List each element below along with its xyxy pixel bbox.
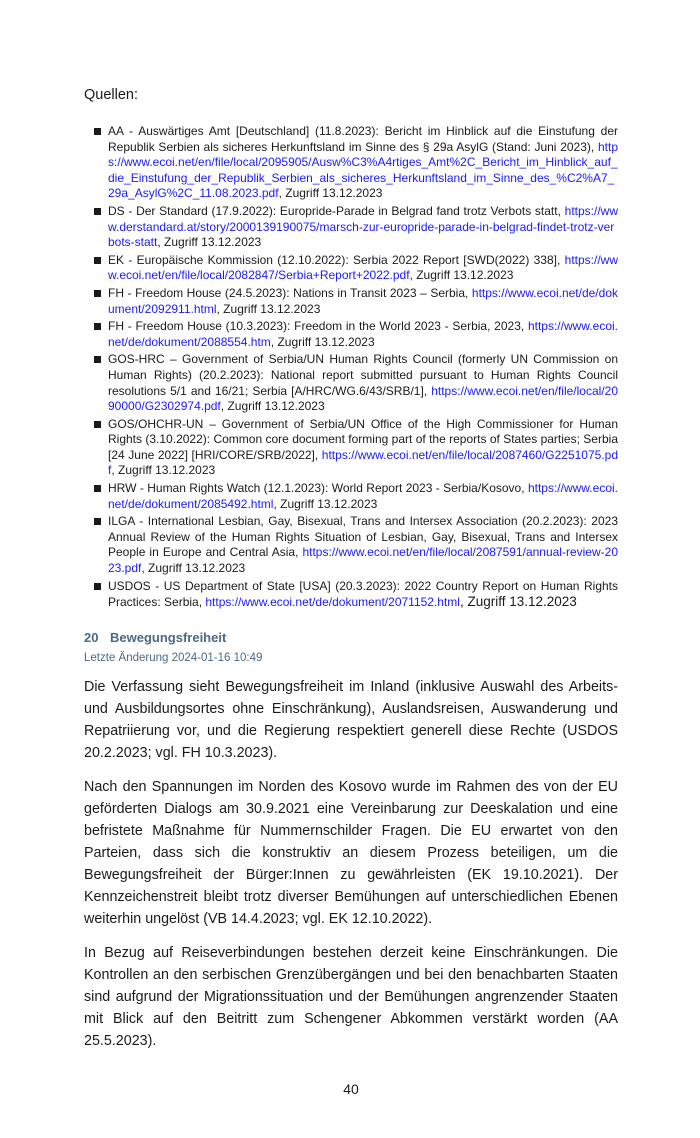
- sources-label: Quellen:: [84, 87, 139, 103]
- reference-item: DS - Der Standard (17.9.2022): Europride-Parade in Belgrad fand trotz Verbots statt, https://www.derstandard.at/story/2000139190075/marsch-zur-europride-parade-in-belgrad-findet-trotz-verbots-statt, Zugriff 13.12.2023: [92, 204, 618, 251]
- reference-item: USDOS - US Department of State [USA] (20.3.2023): 2022 Country Report on Human Rights Practices: Serbia, https://www.ecoi.net/de/dokument/2071152.html, Zugriff 13.12.2023: [92, 579, 618, 611]
- bullet-icon: [94, 421, 101, 428]
- reference-item: GOS/OHCHR-UN – Government of Serbia/UN Office of the High Commissioner for Human Rights (3.10.2022): Common core document forming part of the reports of States parties; Serbia [24 June 2022] [HRI/CORE/SRB/2022], https://www.ecoi.net/en/file/local/2087460/G2251075.pdf, Zugriff 13.12.2023: [92, 417, 618, 479]
- reference-link[interactable]: https://www.ecoi.net/de/dokument/2071152.html: [205, 595, 460, 610]
- reference-item: FH - Freedom House (10.3.2023): Freedom in the World 2023 - Serbia, 2023, https://www.ecoi.net/de/dokument/2088554.htm, Zugriff 13.12.2023: [92, 319, 618, 350]
- reference-item: ILGA - International Lesbian, Gay, Bisexual, Trans and Intersex Association (20.2.2023): 2023 Annual Review of the Human Rights Situation of Lesbian, Gay, Bisexual, Trans and Intersex People in Europe and Central Asia, https://www.ecoi.net/en/file/local/2087591/annual-review-2023.pdf, Zugriff 13.12.2023: [92, 514, 618, 576]
- reference-link[interactable]: https://www.ecoi.net/en/file/local/2082847/Serbia+Report+2022.pdf: [108, 252, 618, 283]
- section-body: [84, 676, 618, 1052]
- bullet-icon: [94, 583, 101, 590]
- paragraph: In Bezug auf Reiseverbindungen bestehen derzeit keine Einschränkungen. Die Kontrollen an den serbischen Grenzübergängen und bei den benachbarten Staaten sind aufgrund der Migrationssituation und der Bemühungen angrenzender Staaten mit Blick auf den Beitritt zum Schengener Abkommen verstärkt worden (AA 25.5.2023).: [84, 944, 618, 1049]
- page-number: 40: [343, 1080, 359, 1097]
- bullet-icon: [94, 128, 101, 135]
- paragraph: Die Verfassung sieht Bewegungsfreiheit im Inland (inklusive Auswahl des Arbeits- und Ausbildungsortes ohne Einschränkung), Auslandsreisen, Auswanderung und Repatriierung vor, und die Regierung respektiert generell diese Rechte (USDOS 20.2.2023; vgl. FH 10.3.2023).: [84, 678, 618, 761]
- reference-link[interactable]: https://www.ecoi.net/en/file/local/2087460/G2251075.pdf: [108, 447, 618, 478]
- last-changed: Letzte Änderung 2024-01-16 10:49: [84, 651, 263, 664]
- reference-list: [92, 124, 618, 611]
- reference-link[interactable]: https://www.ecoi.net/en/file/local/2087591/annual-review-2023.pdf: [108, 545, 618, 576]
- section-number: 20: [84, 629, 99, 645]
- reference-item: AA - Auswärtiges Amt [Deutschland] (11.8.2023): Bericht im Hinblick auf die Einstufung der Republik Serbien als sicheres Herkunftsland im Sinne des § 29a AsylG (Stand: Juni 2023), https://www.ecoi.net/en/file/local/2095905/Ausw%C3%A4rtiges_Amt%2C_Bericht_im_Hinblick_auf_die_Einstufung_der_Republik_Serbien_als_sicheres_Herkunftsland_im_Sinne_des_%C2%A7_29a_AsylG%2C_11.08.2023.pdf, Zugriff 13.12.2023: [92, 124, 618, 202]
- reference-link[interactable]: https://www.derstandard.at/story/2000139190075/marsch-zur-europride-parade-in-belgrad-findet-trotz-verbots-statt: [108, 203, 618, 250]
- reference-item: FH - Freedom House (24.5.2023): Nations in Transit 2023 – Serbia, https://www.ecoi.net/de/dokument/2092911.html, Zugriff 13.12.2023: [92, 286, 618, 317]
- bullet-icon: [94, 356, 101, 363]
- section-heading: [84, 629, 618, 646]
- bullet-icon: [94, 485, 101, 492]
- reference-link[interactable]: https://www.ecoi.net/en/file/local/2090000/G2302974.pdf: [108, 383, 618, 414]
- bullet-icon: [94, 518, 101, 525]
- reference-link[interactable]: https://www.ecoi.net/en/file/local/2095905/Ausw%C3%A4rtiges_Amt%2C_Bericht_im_Hinblick_auf_die_Einstufung_der_Republik_Serbien_als_sicheres_Herkunftsland_im_Sinne_des_%C2%A7_29a_AsylG%2C_11.08.2023.pdf: [108, 139, 618, 201]
- reference-item: HRW - Human Rights Watch (12.1.2023): World Report 2023 - Serbia/Kosovo, https://www.ecoi.net/de/dokument/2085492.html, Zugriff 13.12.2023: [92, 481, 618, 512]
- section-title: Bewegungsfreiheit: [110, 629, 227, 645]
- reference-item: GOS-HRC – Government of Serbia/UN Human Rights Council (formerly UN Commission on Human Rights) (20.2.2023): National report submitted pursuant to Human Rights Council resolutions 5/1 and 16/21; Serbia [A/HRC/WG.6/43/SRB/1], https://www.ecoi.net/en/file/local/2090000/G2302974.pdf, Zugriff 13.12.2023: [92, 352, 618, 414]
- reference-link[interactable]: https://www.ecoi.net/de/dokument/2085492.html: [108, 481, 618, 511]
- bullet-icon: [94, 208, 101, 215]
- paragraph: Nach den Spannungen im Norden des Kosovo wurde im Rahmen des von der EU geförderten Dialogs am 30.9.2021 eine Vereinbarung zur Deeskalation und eine befristete Maßnahme für Nummernschilder Fragen. Die EU erwartet von den Parteien, dass sich die konstruktiv an diesem Prozess beteiligen, um die Bewegungsfreiheit der Bürger:Innen zu gewährleisten (EK 19.10.2021). Der Kennzeichenstreit bleibt trotz diverser Bemühungen auf unterschiedlichen Ebenen weiterhin ungelöst (VB 14.4.2023; vgl. EK 12.10.2022).: [84, 778, 618, 927]
- bullet-icon: [94, 290, 101, 297]
- reference-link[interactable]: https://www.ecoi.net/de/dokument/2092911.html: [108, 285, 618, 316]
- bullet-icon: [94, 323, 101, 330]
- reference-item: EK - Europäische Kommission (12.10.2022): Serbia 2022 Report [SWD(2022) 338], https://www.ecoi.net/en/file/local/2082847/Serbia+Report+2022.pdf, Zugriff 13.12.2023: [92, 253, 618, 284]
- reference-link[interactable]: https://www.ecoi.net/de/dokument/2088554.htm: [108, 319, 618, 349]
- bullet-icon: [94, 257, 101, 264]
